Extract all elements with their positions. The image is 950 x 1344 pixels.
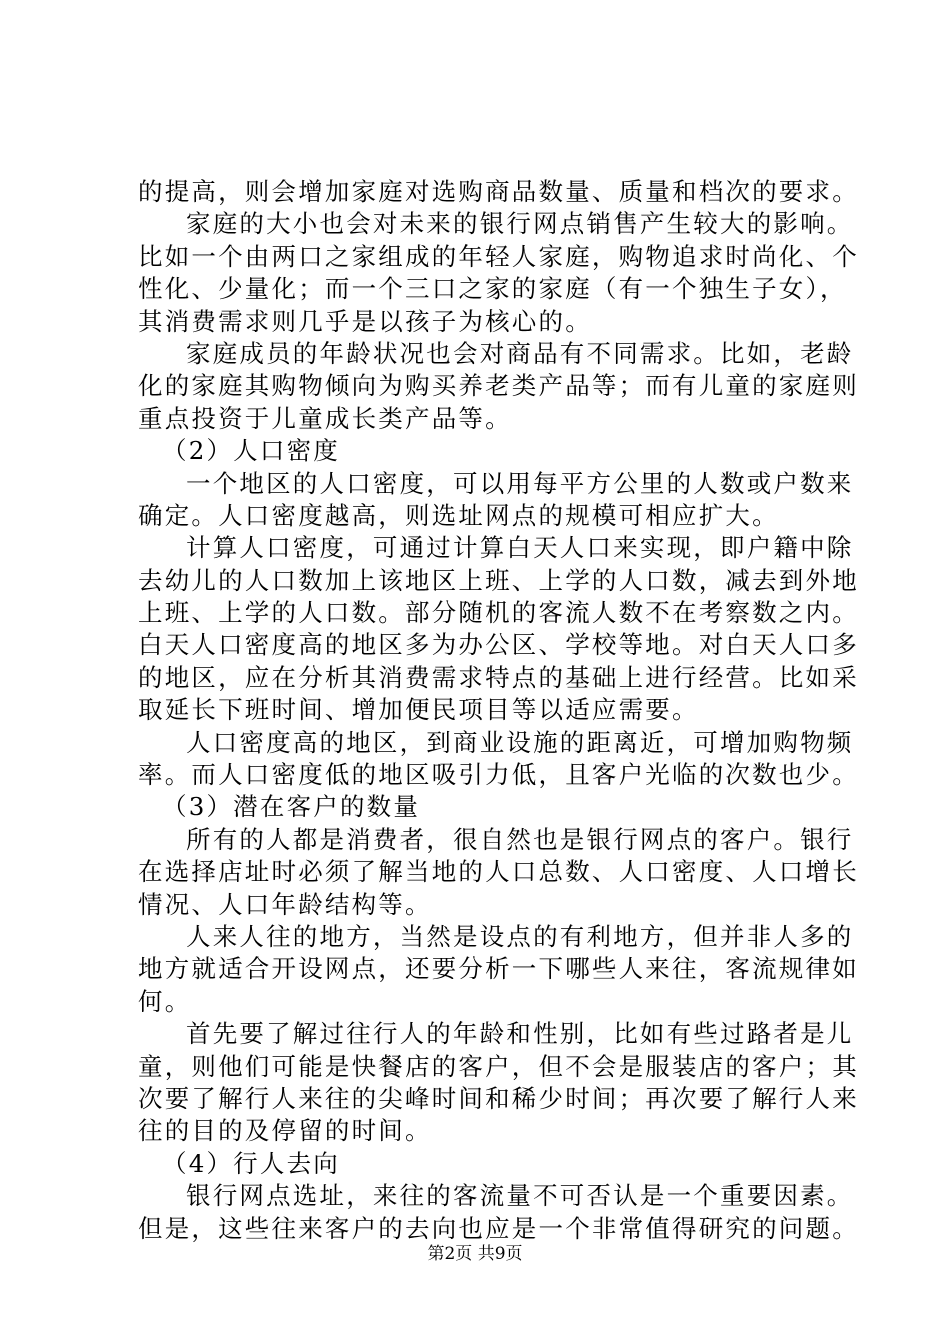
text-line: 的提高，则会增加家庭对选购商品数量、质量和档次的要求。 <box>138 177 859 206</box>
section-heading: （3）潜在客户的数量 <box>162 792 421 822</box>
text-line: 去幼儿的人口数加上该地区上班、上学的人口数，减去到外地 <box>138 565 859 595</box>
text-line: 计算人口密度，可通过计算白天人口来实现，即户籍中除 <box>186 533 854 563</box>
text-line: 往的目的及停留的时间。 <box>138 1116 432 1146</box>
section-heading: （4）行人去向 <box>162 1148 340 1178</box>
text-line: 性化、少量化；而一个三口之家的家庭（有一个独生子女）， <box>138 274 847 304</box>
text-line: 一个地区的人口密度，可以用每平方公里的人数或户数来 <box>186 468 854 498</box>
text-line: 但是，这些往来客户的去向也应是一个非常值得研究的问题。 <box>138 1213 859 1243</box>
text-line: 所有的人都是消费者，很自然也是银行网点的客户。银行 <box>186 824 854 854</box>
text-line: 率。而人口密度低的地区吸引力低，且客户光临的次数也少。 <box>138 760 859 790</box>
text-line: 家庭成员的年龄状况也会对商品有不同需求。比如，老龄 <box>186 338 854 368</box>
text-line: 取延长下班时间、增加便民项目等以适应需要。 <box>138 695 699 725</box>
text-line: 化的家庭其购物倾向为购买养老类产品等；而有儿童的家庭则 <box>138 371 859 401</box>
text-line: 家庭的大小也会对未来的银行网点销售产生较大的影响。 <box>186 209 854 239</box>
section-heading: （2）人口密度 <box>162 436 340 466</box>
text-line: 其消费需求则几乎是以孩子为核心的。 <box>138 306 592 336</box>
document-body <box>138 176 859 1245</box>
text-line: 情况、人口年龄结构等。 <box>138 889 432 919</box>
text-line: 白天人口密度高的地区多为办公区、学校等地。对白天人口多 <box>138 630 859 660</box>
text-line: 次要了解行人来往的尖峰时间和稀少时间；再次要了解行人来 <box>138 1083 859 1113</box>
text-line: 在选择店址时必须了解当地的人口总数、人口密度、人口增长 <box>138 857 859 887</box>
text-line: 童，则他们可能是快餐店的客户，但不会是服装店的客户；其 <box>138 1051 859 1081</box>
text-line: 银行网点选址，来往的客流量不可否认是一个重要因素。 <box>186 1181 854 1211</box>
page-number-footer: 第2页 共9页 <box>427 1244 523 1264</box>
text-line: 首先要了解过往行人的年龄和性别，比如有些过路者是儿 <box>186 1019 854 1049</box>
text-line: 确定。人口密度越高，则选址网点的规模可相应扩大。 <box>138 500 779 530</box>
text-line: 地方就适合开设网点，还要分析一下哪些人来往，客流规律如 <box>138 954 859 984</box>
text-line: 重点投资于儿童成长类产品等。 <box>138 403 512 433</box>
text-line: 的地区，应在分析其消费需求特点的基础上进行经营。比如采 <box>138 662 859 692</box>
text-line: 上班、上学的人口数。部分随机的客流人数不在考察数之内。 <box>138 598 859 628</box>
text-line: 人口密度高的地区，到商业设施的距离近，可增加购物频 <box>186 727 854 757</box>
text-line: 何。 <box>138 986 192 1016</box>
text-line: 比如一个由两口之家组成的年轻人家庭，购物追求时尚化、个 <box>138 241 859 271</box>
text-line: 人来人往的地方，当然是设点的有利地方，但并非人多的 <box>186 921 854 951</box>
